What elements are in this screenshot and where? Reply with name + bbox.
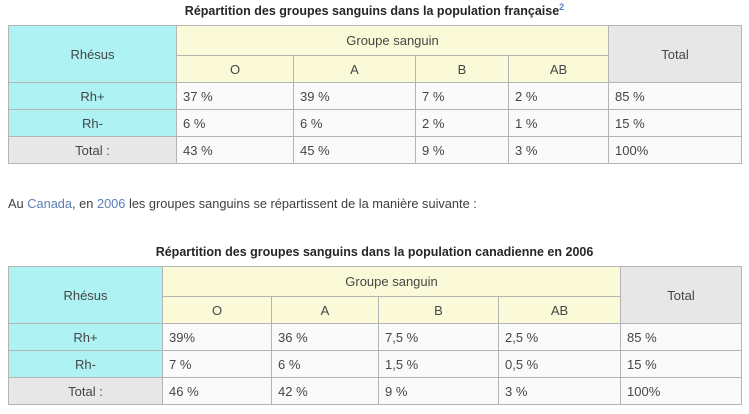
value-cell: 45 %: [294, 137, 416, 164]
row-label: Rh-: [9, 351, 163, 378]
rhesus-header: Rhésus: [9, 26, 177, 83]
value-cell: 9 %: [379, 378, 499, 405]
intro-paragraph: [8, 196, 749, 211]
value-cell: 46 %: [163, 378, 272, 405]
col-header-O: O: [163, 297, 272, 324]
value-cell: 6 %: [294, 110, 416, 137]
value-cell: 7 %: [163, 351, 272, 378]
col-header-B: B: [379, 297, 499, 324]
french-table-title-text: Répartition des groupes sanguins dans la population française: [184, 4, 560, 18]
french-table-title: [8, 0, 741, 18]
value-cell: 7,5 %: [379, 324, 499, 351]
value-cell: 3 %: [499, 378, 621, 405]
col-header-A: A: [272, 297, 379, 324]
value-cell: 6 %: [177, 110, 294, 137]
table-row: [9, 351, 742, 378]
value-cell: 43 %: [177, 137, 294, 164]
value-cell: 100%: [609, 137, 742, 164]
au-text: Au: [8, 196, 28, 211]
value-cell: 39%: [163, 324, 272, 351]
row-label: Total :: [9, 378, 163, 405]
en-text: , en: [72, 196, 97, 211]
groupe-sanguin-header: Groupe sanguin: [177, 26, 609, 56]
value-cell: 2 %: [509, 83, 609, 110]
value-cell: 15 %: [621, 351, 742, 378]
groupe-sanguin-header: Groupe sanguin: [163, 267, 621, 297]
canadian-blood-group-table: [8, 266, 742, 405]
col-header-B: B: [416, 56, 509, 83]
value-cell: 7 %: [416, 83, 509, 110]
col-header-AB: AB: [509, 56, 609, 83]
col-header-A: A: [294, 56, 416, 83]
row-label: Total :: [9, 137, 177, 164]
row-label: Rh+: [9, 324, 163, 351]
value-cell: 1,5 %: [379, 351, 499, 378]
reference-2-link[interactable]: 2: [559, 1, 565, 12]
table-row: [9, 324, 742, 351]
table-row: [9, 137, 742, 164]
col-header-O: O: [177, 56, 294, 83]
value-cell: 85 %: [621, 324, 742, 351]
spacer: [8, 211, 749, 245]
value-cell: 1 %: [509, 110, 609, 137]
row-label: Rh-: [9, 110, 177, 137]
2006-link[interactable]: 2006: [96, 196, 126, 211]
value-cell: 6 %: [272, 351, 379, 378]
french-blood-group-table: [8, 25, 742, 164]
value-cell: 85 %: [609, 83, 742, 110]
canadian-table-title-text: Répartition des groupes sanguins dans la population canadienne en 2006: [155, 245, 594, 259]
value-cell: 2,5 %: [499, 324, 621, 351]
total-header: Total: [621, 267, 742, 324]
les-groupes-sanguins-se-r-partissent-de-la-mani-re-suivante-text: les groupes sanguins se répartissent de la manière suivante :: [125, 196, 477, 211]
row-label: Rh+: [9, 83, 177, 110]
value-cell: 37 %: [177, 83, 294, 110]
header-row-1: [9, 26, 742, 56]
value-cell: 100%: [621, 378, 742, 405]
value-cell: 15 %: [609, 110, 742, 137]
table-row: [9, 378, 742, 405]
canadian-table-title: [8, 245, 741, 259]
value-cell: 42 %: [272, 378, 379, 405]
rhesus-header: Rhésus: [9, 267, 163, 324]
value-cell: 2 %: [416, 110, 509, 137]
value-cell: 3 %: [509, 137, 609, 164]
value-cell: 0,5 %: [499, 351, 621, 378]
col-header-AB: AB: [499, 297, 621, 324]
header-row-1: [9, 267, 742, 297]
value-cell: 39 %: [294, 83, 416, 110]
total-header: Total: [609, 26, 742, 83]
table-row: [9, 110, 742, 137]
value-cell: 36 %: [272, 324, 379, 351]
table-row: [9, 83, 742, 110]
canada-link[interactable]: Canada: [27, 196, 73, 211]
value-cell: 9 %: [416, 137, 509, 164]
